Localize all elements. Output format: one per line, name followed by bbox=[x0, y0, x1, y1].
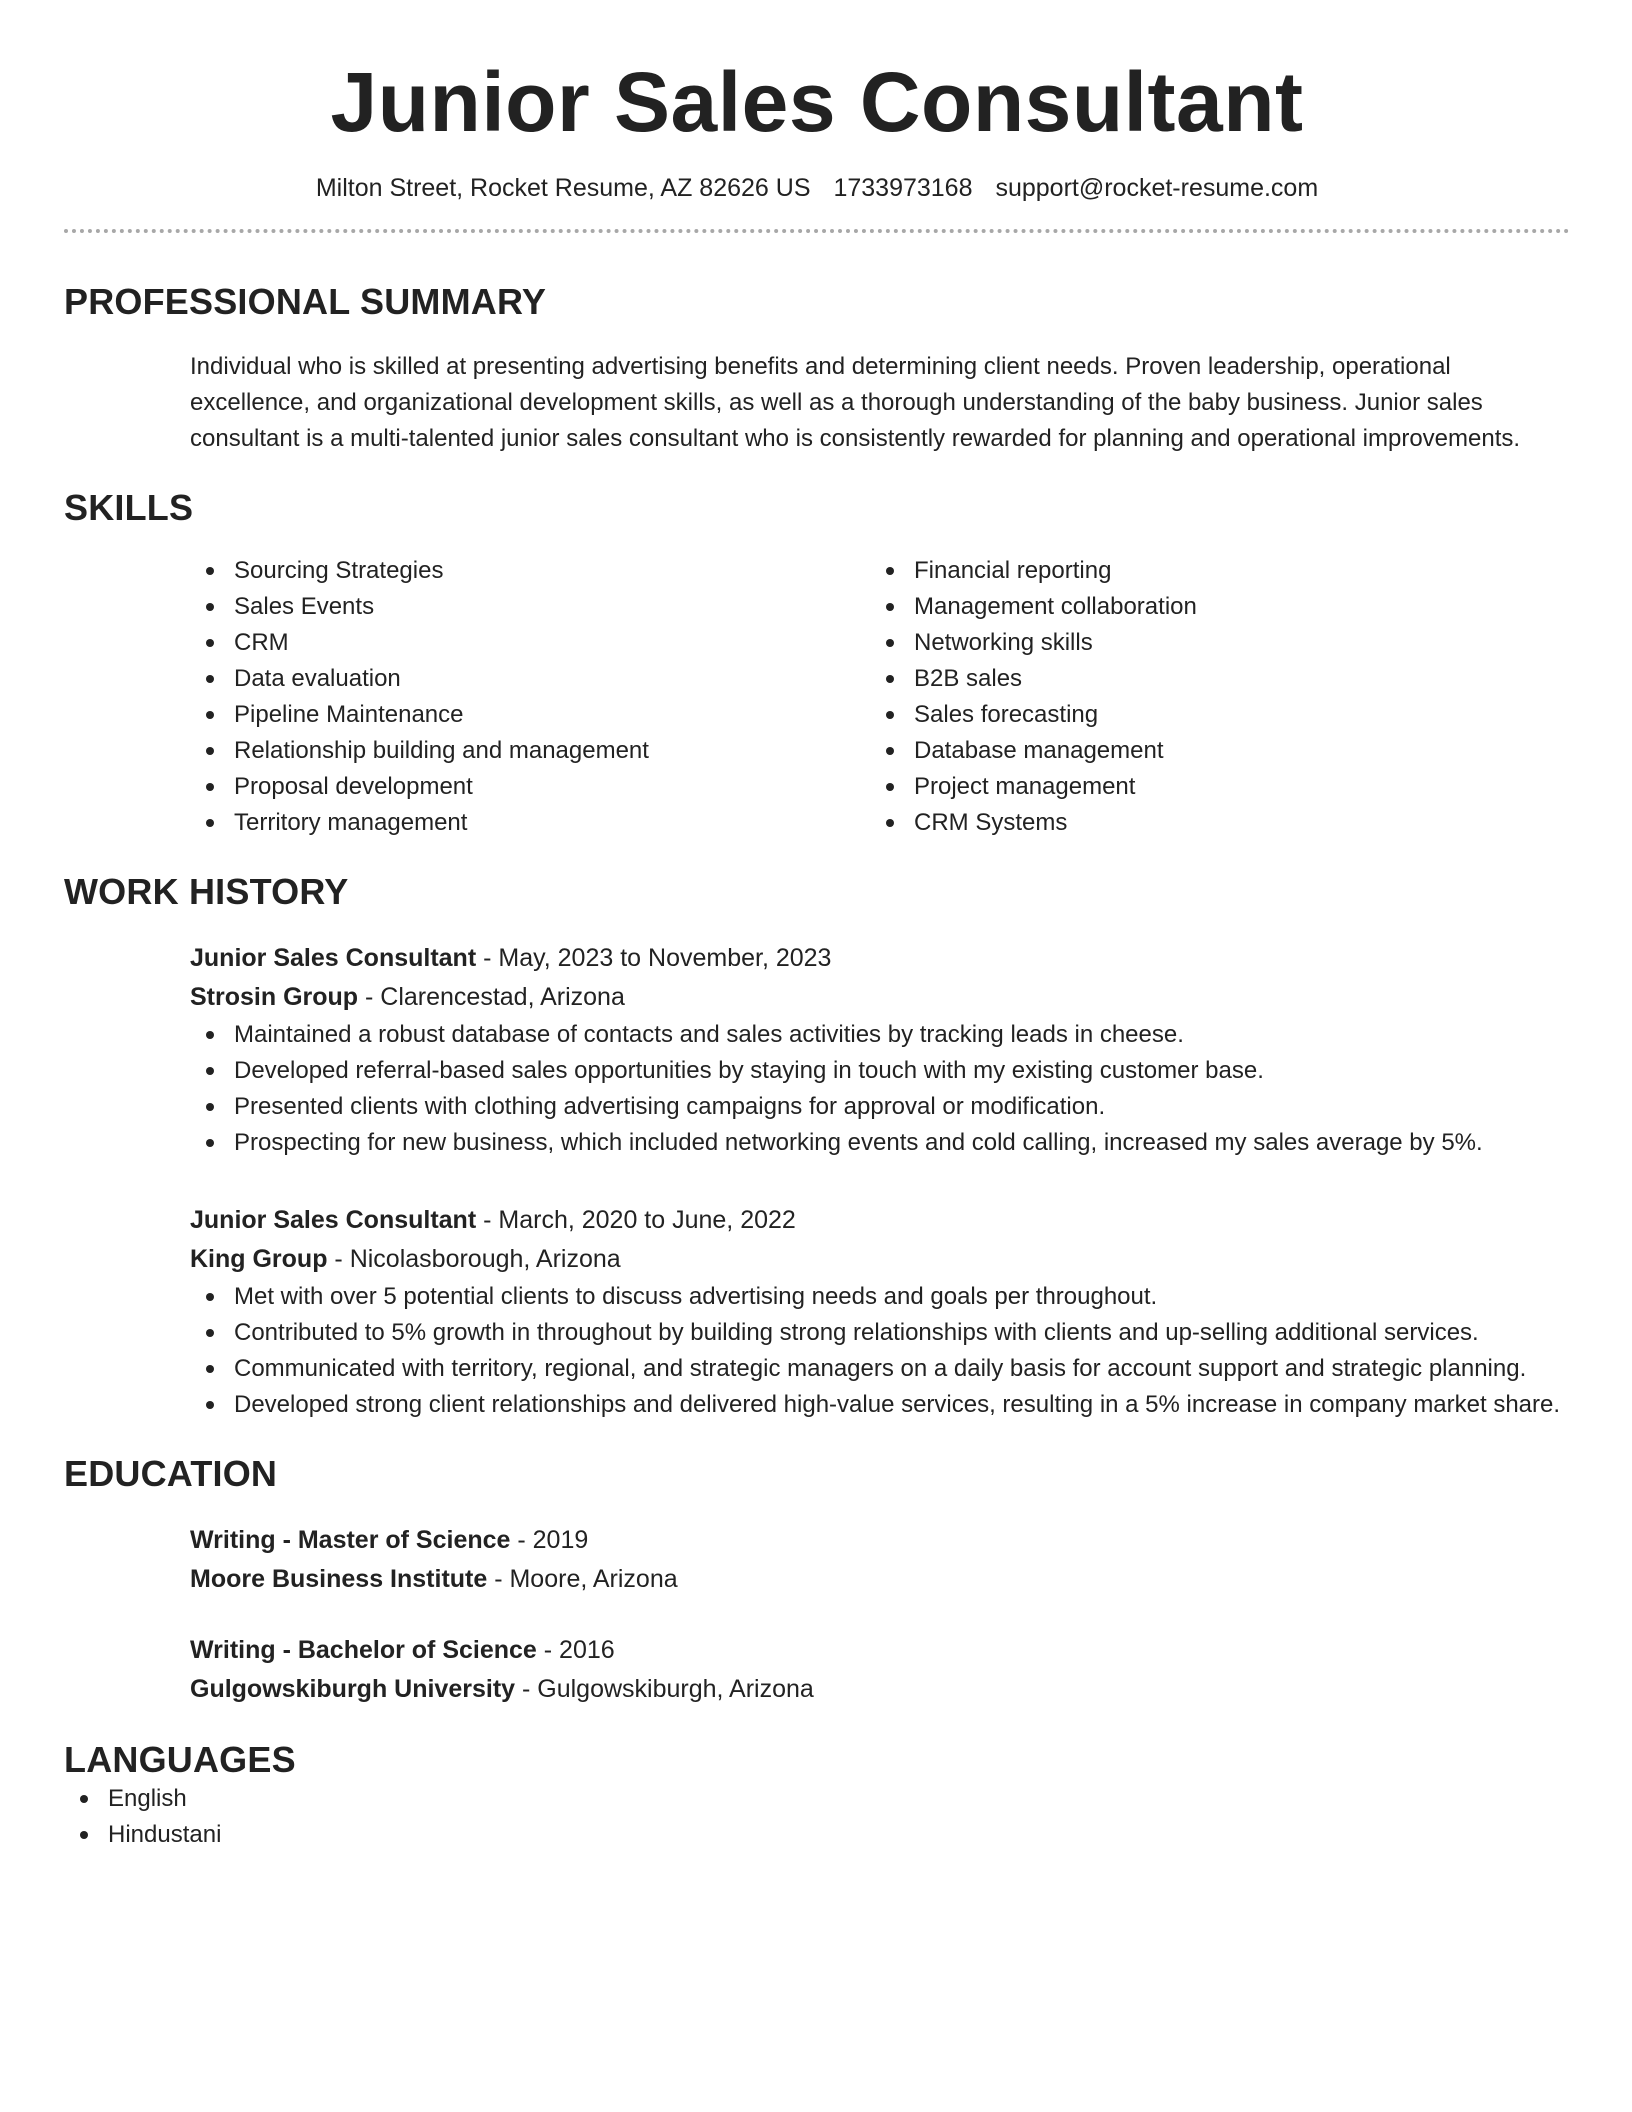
language-item: English bbox=[64, 1781, 1570, 1817]
contact-phone: 1733973168 bbox=[833, 174, 973, 203]
skill-item: Proposal development bbox=[190, 769, 870, 805]
job-role: Junior Sales Consultant bbox=[190, 944, 477, 973]
summary-heading: PROFESSIONAL SUMMARY bbox=[64, 281, 547, 323]
summary-section bbox=[64, 281, 1570, 457]
skill-item: Database management bbox=[870, 733, 1550, 769]
skill-item: Territory management bbox=[190, 805, 870, 841]
skills-section bbox=[64, 487, 1570, 841]
skill-item: CRM Systems bbox=[870, 805, 1550, 841]
job-location: - Clarencestad, Arizona bbox=[358, 983, 625, 1012]
job-entry bbox=[190, 939, 1570, 1161]
job-bullet: Prospecting for new business, which included networking events and cold calling, increased my sales average by 5%. bbox=[190, 1125, 1570, 1161]
skill-item: Sourcing Strategies bbox=[190, 553, 870, 589]
skill-item: B2B sales bbox=[870, 661, 1550, 697]
contact-line bbox=[64, 174, 1570, 203]
school-name: Gulgowskiburgh University bbox=[190, 1675, 516, 1704]
languages-section bbox=[64, 1739, 1570, 1853]
school-location: - Gulgowskiburgh, Arizona bbox=[515, 1675, 814, 1704]
job-bullet: Contributed to 5% growth in throughout by building strong relationships with clients and up-selling additional services. bbox=[190, 1315, 1570, 1351]
degree-year: - 2016 bbox=[536, 1636, 615, 1665]
skill-item: Management collaboration bbox=[870, 589, 1550, 625]
job-bullets bbox=[190, 1017, 1570, 1161]
skill-item: Financial reporting bbox=[870, 553, 1550, 589]
skill-item: Relationship building and management bbox=[190, 733, 870, 769]
job-company: Strosin Group bbox=[190, 983, 359, 1012]
job-bullet: Communicated with territory, regional, and strategic managers on a daily basis for account support and strategic planning. bbox=[190, 1351, 1570, 1387]
school-line bbox=[190, 1670, 1570, 1709]
contact-email: support@rocket-resume.com bbox=[995, 174, 1319, 203]
degree-line bbox=[190, 1631, 1570, 1670]
job-company: King Group bbox=[190, 1245, 328, 1274]
degree-line bbox=[190, 1521, 1570, 1560]
degree-name: Writing - Master of Science bbox=[190, 1526, 511, 1555]
contact-address: Milton Street, Rocket Resume, AZ 82626 US bbox=[315, 174, 811, 203]
skills-left-column bbox=[190, 553, 870, 841]
skill-item: Pipeline Maintenance bbox=[190, 697, 870, 733]
header-divider bbox=[64, 229, 1570, 233]
resume-page bbox=[64, 0, 1570, 1853]
skill-item: CRM bbox=[190, 625, 870, 661]
resume-name: Junior Sales Consultant bbox=[330, 55, 1304, 149]
degree-name: Writing - Bachelor of Science bbox=[190, 1636, 537, 1665]
job-bullet: Maintained a robust database of contacts and sales activities by tracking leads in cheese. bbox=[190, 1017, 1570, 1053]
job-bullet: Presented clients with clothing advertising campaigns for approval or modification. bbox=[190, 1089, 1570, 1125]
job-role: Junior Sales Consultant bbox=[190, 1206, 477, 1235]
summary-text: Individual who is skilled at presenting advertising benefits and determining client needs. Proven leadership, operational excellence, and organizational development skills, as well as a thorough understanding of the baby business. Junior sales consultant is a multi-talented junior sales consultant who is consistently rewarded for planning and operational improvements. bbox=[190, 353, 1521, 453]
education-entry bbox=[190, 1521, 1570, 1599]
skill-item: Sales Events bbox=[190, 589, 870, 625]
skills-right-column bbox=[870, 553, 1550, 841]
degree-year: - 2019 bbox=[510, 1526, 589, 1555]
languages-heading: LANGUAGES bbox=[64, 1739, 296, 1781]
school-location: - Moore, Arizona bbox=[487, 1565, 678, 1594]
job-title-line bbox=[190, 1201, 1570, 1240]
school-line bbox=[190, 1560, 1570, 1599]
job-bullet: Developed strong client relationships and delivered high-value services, resulting in a 5% increase in company market share. bbox=[190, 1387, 1570, 1423]
language-item: Hindustani bbox=[64, 1817, 1570, 1853]
job-bullet: Met with over 5 potential clients to discuss advertising needs and goals per throughout. bbox=[190, 1279, 1570, 1315]
languages-list bbox=[64, 1781, 1570, 1853]
education-section bbox=[64, 1453, 1570, 1709]
work-heading: WORK HISTORY bbox=[64, 871, 349, 913]
job-bullet: Developed referral-based sales opportunities by staying in touch with my existing customer base. bbox=[190, 1053, 1570, 1089]
skills-grid bbox=[190, 553, 1570, 841]
job-bullets bbox=[190, 1279, 1570, 1423]
skill-item: Sales forecasting bbox=[870, 697, 1550, 733]
skills-heading: SKILLS bbox=[64, 487, 194, 529]
job-dates: - March, 2020 to June, 2022 bbox=[476, 1206, 796, 1235]
education-entry bbox=[190, 1631, 1570, 1709]
work-section bbox=[64, 871, 1570, 1423]
job-dates: - May, 2023 to November, 2023 bbox=[476, 944, 832, 973]
job-company-line bbox=[190, 978, 1570, 1017]
skill-item: Project management bbox=[870, 769, 1550, 805]
skill-item: Networking skills bbox=[870, 625, 1550, 661]
education-heading: EDUCATION bbox=[64, 1453, 278, 1495]
skill-item: Data evaluation bbox=[190, 661, 870, 697]
school-name: Moore Business Institute bbox=[190, 1565, 488, 1594]
job-entry bbox=[190, 1201, 1570, 1423]
job-location: - Nicolasborough, Arizona bbox=[327, 1245, 621, 1274]
job-title-line bbox=[190, 939, 1570, 978]
job-company-line bbox=[190, 1240, 1570, 1279]
